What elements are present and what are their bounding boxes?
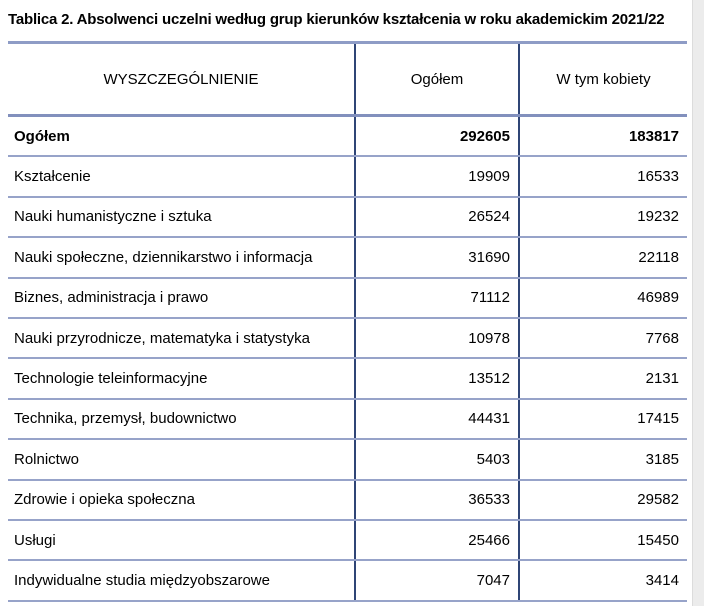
women-cell: 3414: [519, 560, 687, 600]
women-cell: 19232: [519, 197, 687, 237]
total-cell: 7047: [355, 560, 519, 600]
category-cell: Technika, przemysł, budownictwo: [8, 399, 355, 439]
table-row: [8, 116, 687, 157]
table-body: [8, 116, 687, 601]
category-cell: Nauki społeczne, dziennikarstwo i informacja: [8, 237, 355, 277]
statistics-table: [8, 41, 687, 602]
table-row: [8, 439, 687, 479]
table-row: [8, 237, 687, 277]
total-cell: 13512: [355, 358, 519, 398]
women-cell: 15450: [519, 520, 687, 560]
column-header-specification: WYSZCZEGÓLNIENIE: [8, 43, 355, 116]
table-row: [8, 399, 687, 439]
table-row: [8, 520, 687, 560]
header-row: [8, 43, 687, 116]
total-cell: 71112: [355, 278, 519, 318]
category-cell: Nauki przyrodnicze, matematyka i statystyka: [8, 318, 355, 358]
category-cell: Kształcenie: [8, 156, 355, 196]
table-row: [8, 156, 687, 196]
total-cell: 19909: [355, 156, 519, 196]
column-header-women: W tym kobiety: [519, 43, 687, 116]
total-cell: 292605: [355, 116, 519, 157]
category-cell: Technologie teleinformacyjne: [8, 358, 355, 398]
table-row: [8, 560, 687, 600]
page-edge-strip: [692, 0, 704, 606]
table-title: Tablica 2. Absolwenci uczelni według grup kierunków kształcenia w roku akademickim 2021/22: [8, 11, 665, 28]
total-cell: 10978: [355, 318, 519, 358]
table-row: [8, 197, 687, 237]
women-cell: 16533: [519, 156, 687, 196]
women-cell: 46989: [519, 278, 687, 318]
category-cell: Rolnictwo: [8, 439, 355, 479]
table-row: [8, 278, 687, 318]
women-cell: 3185: [519, 439, 687, 479]
category-cell: Indywidualne studia międzyobszarowe: [8, 560, 355, 600]
table-row: [8, 480, 687, 520]
women-cell: 7768: [519, 318, 687, 358]
column-header-total: Ogółem: [355, 43, 519, 116]
table-row: [8, 358, 687, 398]
category-cell: Usługi: [8, 520, 355, 560]
category-cell: Nauki humanistyczne i sztuka: [8, 197, 355, 237]
total-cell: 44431: [355, 399, 519, 439]
total-cell: 31690: [355, 237, 519, 277]
women-cell: 22118: [519, 237, 687, 277]
total-cell: 36533: [355, 480, 519, 520]
women-cell: 183817: [519, 116, 687, 157]
total-cell: 26524: [355, 197, 519, 237]
women-cell: 29582: [519, 480, 687, 520]
category-cell: Ogółem: [8, 116, 355, 157]
women-cell: 17415: [519, 399, 687, 439]
category-cell: Biznes, administracja i prawo: [8, 278, 355, 318]
table-row: [8, 318, 687, 358]
women-cell: 2131: [519, 358, 687, 398]
total-cell: 25466: [355, 520, 519, 560]
category-cell: Zdrowie i opieka społeczna: [8, 480, 355, 520]
total-cell: 5403: [355, 439, 519, 479]
